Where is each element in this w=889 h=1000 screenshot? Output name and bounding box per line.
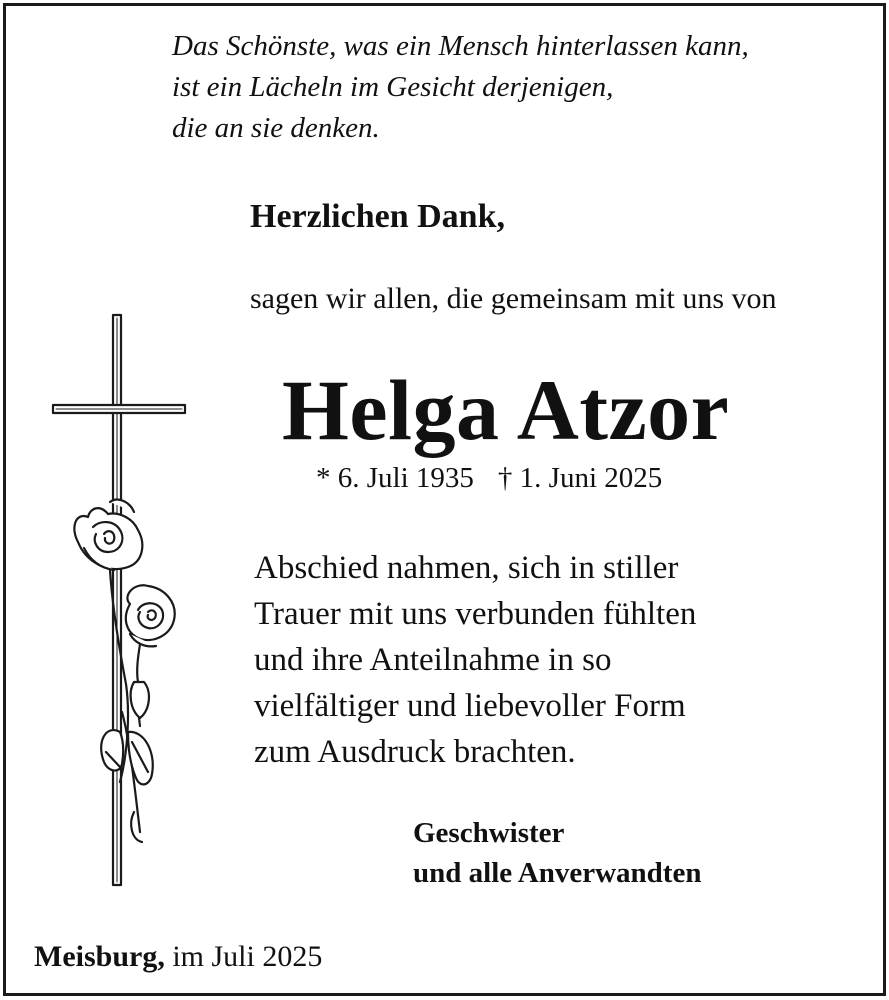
memorial-quote (172, 26, 749, 149)
place-name: Meisburg, (34, 940, 165, 973)
quote-line: die an sie denken. (172, 112, 380, 144)
cross-with-roses-icon (48, 312, 193, 892)
birth-date: * 6. Juli 1935 (316, 462, 474, 494)
rose-icon (126, 585, 175, 646)
body-line: vielfältiger und liebevoller Form (254, 688, 686, 724)
quote-line: ist ein Lächeln im Gesicht derjenigen, (172, 71, 614, 103)
rose-bud-icon (131, 682, 149, 718)
signature-block (413, 813, 701, 893)
date-text: im Juli 2025 (172, 940, 323, 973)
deceased-name: Helga Atzor (282, 362, 730, 458)
body-line: Abschied nahmen, sich in stiller (254, 550, 679, 586)
death-date: † 1. Juni 2025 (497, 462, 663, 494)
rose-icon (74, 500, 142, 570)
thanks-intro: sagen wir allen, die gemeinsam mit uns von (250, 282, 777, 315)
life-dates (316, 462, 662, 495)
body-line: zum Ausdruck brachten. (254, 734, 576, 770)
thanks-heading: Herzlichen Dank, (250, 198, 505, 235)
body-line: Trauer mit uns verbunden fühlten (254, 596, 697, 632)
signature-line: Geschwister (413, 817, 565, 849)
signature-line: und alle Anverwandten (413, 857, 702, 889)
leaf-icon (101, 730, 123, 771)
thanks-body (254, 545, 696, 775)
body-line: und ihre Anteilnahme in so (254, 642, 612, 678)
place-date-line (34, 940, 322, 974)
quote-line: Das Schönste, was ein Mensch hinterlassen kann, (172, 30, 749, 62)
